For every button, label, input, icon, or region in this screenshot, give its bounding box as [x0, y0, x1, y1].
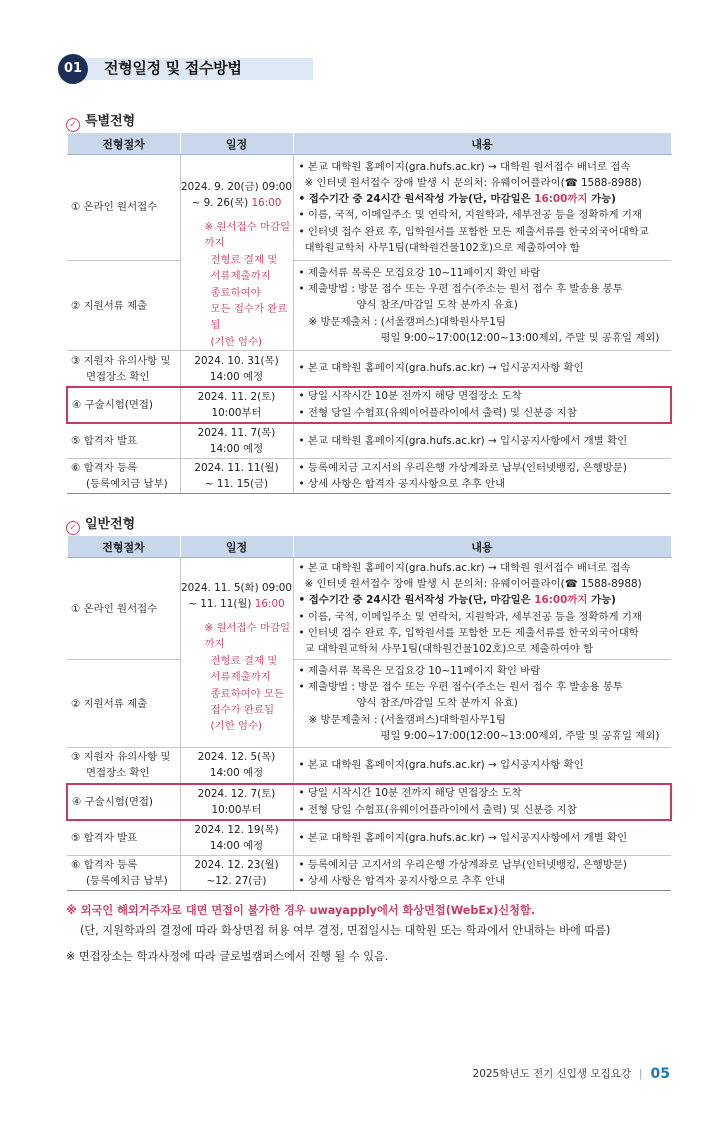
column-header: 일정	[180, 133, 293, 155]
step-line: (등록예치금 납부)	[86, 478, 168, 491]
content-line: • 제출서류 목록은 모집요강 10~11페이지 확인 바람	[298, 664, 541, 677]
content-cell	[293, 423, 671, 459]
content-line: • 상세 사항은 합격자 공지사항으로 추후 안내	[298, 478, 506, 491]
step-cell	[67, 351, 180, 387]
note-line: 전형료 결제 및	[210, 654, 278, 667]
date-start: 2024. 12. 7(토)	[197, 787, 276, 800]
table-row	[67, 260, 671, 350]
date-end: 14:00 예정	[209, 370, 264, 383]
content-line: ※ 인터넷 원서접수 장애 발생 시 문의처: 유웨이어플라이(☎ 1588-8988)	[304, 176, 642, 189]
content-line: • 본교 대학원 홈페이지(gra.hufs.ac.kr) → 입시공지사항에서 개별 확인	[298, 831, 628, 844]
table-row	[67, 351, 671, 387]
table-header-row	[67, 536, 671, 558]
note-line: ※ 원서접수 마감일까지	[204, 221, 291, 250]
footer-divider: |	[638, 1068, 643, 1080]
note-line: (기한 엄수)	[210, 720, 263, 733]
note-line: 모든 접수가 완료됨	[210, 303, 288, 332]
content-cell	[293, 155, 671, 261]
date-start: 2024. 12. 5(목)	[197, 751, 276, 764]
date-end: 10:00부터	[211, 803, 262, 816]
foreign-applicant-note: ※ 외국인 해외거주자로 대면 면접이 불가한 경우 uwayapply에서 화상면접(WebEx)신청함.	[66, 904, 535, 917]
content-line: • 인터넷 접수 완료 후, 입학원서를 포함한 모든 제출서류를 한국외국어대학교	[298, 225, 649, 238]
schedule-cell	[180, 423, 293, 459]
schedule-cell	[180, 558, 293, 748]
date-end	[181, 596, 293, 612]
date-start: 2024. 11. 5(화) 09:00	[181, 582, 292, 594]
step-cell: ① 온라인 원서접수	[67, 558, 180, 660]
schedule-cell	[180, 459, 293, 494]
content-line: 대학원교학처 사무1팀(대학원건물102호)으로 제출하여야 함	[304, 242, 580, 254]
step-cell: ② 지원서류 제출	[67, 260, 180, 350]
content-line: 양식 참조/마감일 도착 분까지 유효)	[356, 299, 518, 312]
step-cell: ④ 구술시험(면접)	[67, 784, 180, 820]
note-line: 종료하여야	[210, 286, 261, 299]
content-cell	[293, 459, 671, 494]
step-cell: ④ 구술시험(면접)	[67, 387, 180, 423]
date-start: 2024. 12. 23(월)	[194, 859, 279, 871]
general-schedule-table	[66, 535, 672, 891]
content-text: • 접수기간 중 24시간 원서작성 가능(단, 마감일은	[298, 193, 535, 206]
step-cell	[67, 459, 180, 494]
table-header-row	[67, 133, 671, 155]
table-row	[67, 155, 671, 261]
check-circle-icon: ✓	[66, 521, 80, 535]
content-line: • 제출서류 목록은 모집요강 10~11페이지 확인 바람	[298, 266, 541, 279]
content-line: ※ 방문제출처 : (서울캠퍼스)대학원사무1팀	[308, 713, 506, 726]
table-row	[67, 856, 671, 891]
content-line: • 본교 대학원 홈페이지(gra.hufs.ac.kr) → 대학원 원서접수 배너로 접속	[298, 160, 631, 173]
column-header: 전형절차	[67, 536, 180, 558]
interview-venue-note: ※ 면접장소는 학과사정에 따라 글로벌캠퍼스에서 진행 될 수 있음.	[66, 950, 389, 963]
content-cell	[293, 351, 671, 387]
date-end-time: 16:00	[254, 598, 285, 610]
column-header: 전형절차	[67, 133, 180, 155]
content-line: • 본교 대학원 홈페이지(gra.hufs.ac.kr) → 입시공지사항에서 개별 확인	[298, 434, 628, 447]
date-end: 10:00부터	[211, 406, 262, 419]
schedule-cell	[180, 155, 293, 351]
table-row	[67, 558, 671, 660]
content-line: • 상세 사항은 합격자 공지사항으로 추후 안내	[298, 875, 506, 887]
special-admission-title: 특별전형	[85, 114, 136, 129]
content-deadline: 16:00까지	[534, 594, 588, 607]
date-start: 2024. 9. 20(금) 09:00	[181, 181, 292, 193]
step-cell: ① 온라인 원서접수	[67, 155, 180, 261]
step-line: ⑥ 합격자 등록	[71, 859, 138, 871]
footer-title: 2025학년도 전기 신입생 모집요강	[472, 1068, 631, 1080]
deadline-note	[181, 620, 293, 735]
content-text: 가능)	[587, 193, 616, 206]
content-line: • 당일 시작시간 10분 전까지 해당 면접장소 도착	[298, 390, 522, 403]
content-line: • 전형 당일 수험표(유웨이어플라이에서 출력) 및 신분증 지참	[298, 406, 577, 419]
step-cell	[67, 856, 180, 891]
step-cell	[67, 748, 180, 784]
content-cell	[293, 784, 671, 820]
general-admission-title: 일반전형	[85, 517, 136, 532]
content-line: 교 대학원교학처 사무1팀(대학원건물102호)으로 제출하여야 함	[304, 643, 594, 656]
content-line: • 이름, 국적, 이메일주소 및 연락처, 지원학과, 세부전공 등을 정확하게 기재	[298, 610, 642, 623]
date-start: 2024. 11. 11(월)	[194, 462, 279, 475]
content-cell	[293, 260, 671, 350]
date-end-text: ~ 11. 11(월)	[188, 598, 255, 610]
note-line: ※ 원서접수 마감일까지	[204, 622, 291, 651]
content-line	[299, 191, 672, 207]
date-start: 2024. 11. 7(목)	[197, 427, 276, 439]
section-header	[58, 54, 658, 84]
date-end: 14:00 예정	[209, 443, 264, 455]
content-line: • 전형 당일 수험표(유웨이어플라이에서 출력) 및 신분증 지참	[298, 803, 577, 816]
content-line: • 등록예치금 고지서의 우리은행 가상계좌로 납부(인터넷뱅킹, 은행방문)	[298, 858, 627, 871]
page-number: 05	[650, 1066, 670, 1082]
table-row	[67, 459, 671, 494]
content-line: ※ 인터넷 원서접수 장애 발생 시 문의처: 유웨이어플라이(☎ 1588-8988)	[304, 577, 642, 590]
table-row	[67, 748, 671, 784]
date-end-text: ~ 9. 26(목)	[191, 197, 252, 209]
step-line: ③ 지원자 유의사항 및	[71, 354, 171, 367]
note-line: 종료하여야 모든	[210, 687, 285, 700]
date-end-time: 16:00	[251, 197, 282, 209]
date-start: 2024. 10. 31(목)	[194, 354, 279, 367]
schedule-cell	[180, 351, 293, 387]
column-header: 내용	[293, 536, 671, 558]
section-title: 전형일정 및 접수방법	[104, 59, 242, 77]
table-row	[67, 423, 671, 459]
content-cell	[293, 660, 671, 748]
content-line: • 당일 시작시간 10분 전까지 해당 면접장소 도착	[298, 787, 522, 800]
deadline-note	[181, 219, 293, 350]
table-row-highlighted	[67, 784, 671, 820]
schedule-cell	[180, 387, 293, 423]
table-row-highlighted	[67, 387, 671, 423]
schedule-cell	[180, 820, 293, 856]
section-number-badge: 01	[58, 54, 88, 84]
special-schedule-table	[66, 132, 672, 494]
content-line: 양식 참조/마감일 도착 분까지 유효)	[356, 697, 518, 710]
step-line: ⑥ 합격자 등록	[71, 462, 138, 475]
date-end: 14:00 예정	[209, 767, 264, 780]
date-end	[181, 195, 293, 211]
step-cell: ⑤ 합격자 발표	[67, 423, 180, 459]
content-line: • 인터넷 접수 완료 후, 입학원서를 포함한 모든 제출서류를 한국외국어대학	[298, 626, 639, 639]
content-deadline: 16:00까지	[534, 193, 588, 206]
schedule-cell	[180, 784, 293, 820]
note-line: 전형료 결제 및	[210, 253, 278, 266]
date-start: 2024. 12. 19(목)	[194, 823, 279, 836]
content-line: • 본교 대학원 홈페이지(gra.hufs.ac.kr) → 입시공지사항 확인	[298, 759, 584, 772]
table-row	[67, 660, 671, 748]
content-line: • 본교 대학원 홈페이지(gra.hufs.ac.kr) → 입시공지사항 확인	[298, 362, 584, 375]
content-text: 가능)	[587, 594, 616, 607]
date-end: 14:00 예정	[209, 839, 264, 852]
date-end: ~ 11. 15(금)	[204, 478, 269, 491]
step-line: 면접장소 확인	[86, 767, 150, 780]
content-cell	[293, 820, 671, 856]
note-line: 서류제출까지	[210, 270, 271, 283]
special-admission-heading	[66, 110, 135, 132]
step-line: ③ 지원자 유의사항 및	[71, 751, 171, 764]
column-header: 일정	[180, 536, 293, 558]
content-line: ※ 방문제출처 : (서울캠퍼스)대학원사무1팀	[308, 315, 506, 328]
schedule-cell	[180, 748, 293, 784]
date-start: 2024. 11. 2(토)	[197, 390, 276, 403]
note-line: 접수가 완료됨	[210, 704, 275, 717]
column-header: 내용	[293, 133, 671, 155]
note-line: 서류제출까지	[210, 671, 271, 684]
content-line: • 이름, 국적, 이메일주소 및 연락처, 지원학과, 세부전공 등을 정확하게 기재	[298, 209, 642, 222]
content-cell	[293, 856, 671, 891]
content-line: • 제출방법 : 방문 접수 또는 우편 접수(주소는 원서 접수 후 발송용 봉투	[298, 283, 623, 296]
content-cell	[293, 387, 671, 423]
general-admission-heading	[66, 513, 135, 535]
step-cell: ② 지원서류 제출	[67, 660, 180, 748]
page-footer	[473, 1066, 670, 1082]
content-line	[299, 592, 672, 608]
content-line: 평일 9:00~17:00(12:00~13:00제외, 주말 및 공휴일 제외)	[380, 331, 660, 344]
foreign-applicant-subnote: (단, 지원학과의 결정에 따라 화상면접 허용 여부 결정, 면접일시는 대학원 또는 학과에서 안내하는 바에 따름)	[80, 924, 611, 937]
date-end: ~12. 27(금)	[206, 875, 267, 887]
content-text: • 접수기간 중 24시간 원서작성 가능(단, 마감일은	[298, 594, 535, 607]
content-cell	[293, 748, 671, 784]
content-cell	[293, 558, 671, 660]
step-line: (등록예치금 납부)	[86, 875, 168, 887]
schedule-cell	[180, 856, 293, 891]
step-cell: ⑤ 합격자 발표	[67, 820, 180, 856]
content-line: 평일 9:00~17:00(12:00~13:00제외, 주말 및 공휴일 제외)	[380, 729, 660, 742]
content-line: • 본교 대학원 홈페이지(gra.hufs.ac.kr) → 대학원 원서접수 배너로 접속	[298, 561, 631, 574]
content-line: • 등록예치금 고지서의 우리은행 가상계좌로 납부(인터넷뱅킹, 은행방문)	[298, 461, 627, 474]
table-row	[67, 820, 671, 856]
content-line: • 제출방법 : 방문 접수 또는 우편 접수(주소는 원서 접수 후 발송용 봉투	[298, 681, 623, 694]
check-circle-icon: ✓	[66, 118, 80, 132]
note-line: (기한 엄수)	[210, 335, 263, 348]
step-line: 면접장소 확인	[86, 370, 150, 383]
